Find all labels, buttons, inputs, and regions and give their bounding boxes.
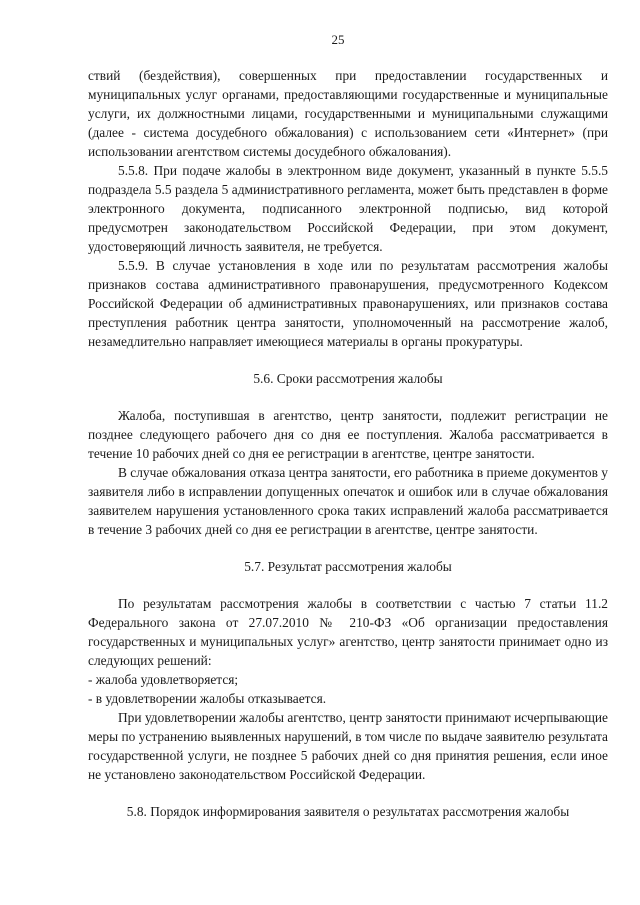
paragraph-review-results: По результатам рассмотрения жалобы в соответствии с частью 7 статьи 11.2 Федерального закона от 27.07.2010 № 210-ФЗ «Об организации предоставления государственных и муниципальных услуг» агентство, центр занятости принимает одно из следующих решений: — [88, 596, 608, 668]
list-item-refused: - в удовлетворении жалобы отказывается. — [88, 691, 327, 706]
page-number: 25 — [331, 32, 345, 47]
paragraph-5-5-8: 5.5.8. При подаче жалобы в электронном виде документ, указанный в пункте 5.5.5 подраздела 5.5 раздела 5 административного регламента, может быть представлен в форме электронного документа, подписанного электронной подписью, вид которой предусмотрен законодательством Российской Федерации, при этом документ, удостоверяющий личность заявителя, не требуется. — [88, 163, 608, 254]
paragraph-satisfaction-measures: При удовлетворении жалобы агентство, центр занятости принимают исчерпывающие меры по устранению выявленных нарушений, в том числе по выдаче заявителю результата государственной услуги, не позднее 5 рабочих дней со дня принятия решения, если иное не установлено законодательством Российской Федерации. — [88, 710, 608, 782]
paragraph-continuation: ствий (бездействия), совершенных при предоставлении государственных и муниципальных услуг органами, предоставляющими государственные и муниципальные услуги, их должностными лицами, государственными и муниципальными служащими (далее - система досудебного обжалования) с использованием сети «Интернет» (при использовании агентством системы досудебного обжалования). — [88, 68, 608, 159]
section-heading-5-6: 5.6. Сроки рассмотрения жалобы — [253, 371, 443, 386]
section-heading-5-7: 5.7. Результат рассмотрения жалобы — [244, 559, 452, 574]
paragraph-complaint-registration: Жалоба, поступившая в агентство, центр занятости, подлежит регистрации не позднее следующего рабочего дня со дня ее поступления. Жалоба рассматривается в течение 10 рабочих дней со дня ее регистрации в агентстве, центре занятости. — [88, 408, 608, 461]
section-heading-5-8: 5.8. Порядок информирования заявителя о результатах рассмотрения жалобы — [126, 804, 570, 819]
paragraph-refusal-appeal: В случае обжалования отказа центра занятости, его работника в приеме документов у заявителя либо в исправлении допущенных опечаток и ошибок или в случае обжалования заявителем нарушения установленного срока таких исправлений жалоба рассматривается в течение 3 рабочих дней со дня ее регистрации в агентстве, центре занятости. — [88, 465, 608, 537]
list-item-satisfied: - жалоба удовлетворяется; — [88, 672, 239, 687]
paragraph-5-5-9: 5.5.9. В случае установления в ходе или по результатам рассмотрения жалобы признаков состава административного правонарушения, предусмотренного Кодексом Российской Федерации об административных правонарушениях, или признаков состава преступления работник центра занятости, уполномоченный на рассмотрение жалоб, незамедлительно направляет имеющиеся материалы в органы прокуратуры. — [88, 258, 608, 349]
